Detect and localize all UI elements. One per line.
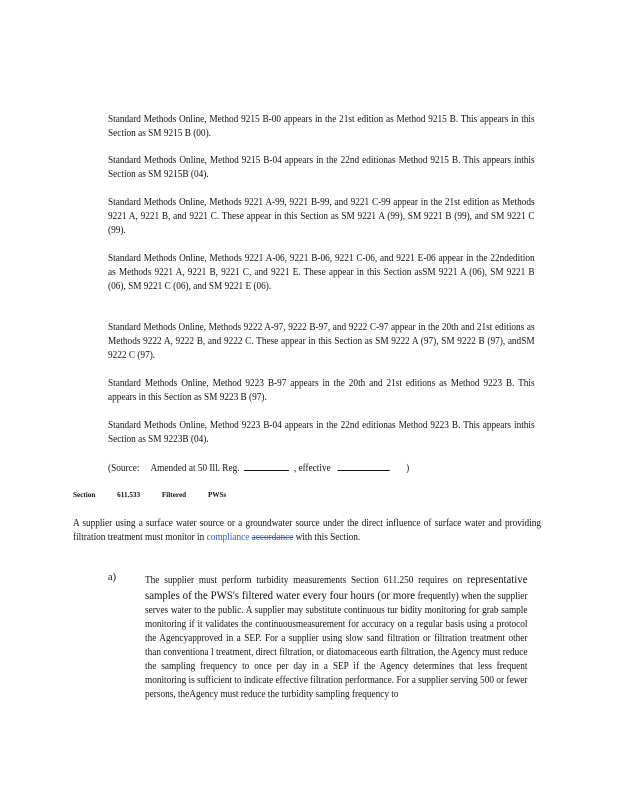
section-title-2: PWSs — [207, 491, 227, 499]
paragraph-sm-9221-06: Standard Methods Online, Methods 9221 A-06, 9221 B-06, 9221 C-06, and 9221 E-06 appear in the 22ndedition as Methods 9221 A, 9221 B, 9221 C, and 9221 E. These appear in this Section asSM 9221 A (06), SM 9221 B (06), SM 9221 C (06), and SM 9221 E (06). — [108, 253, 535, 292]
section-heading — [73, 491, 246, 499]
source-note — [108, 461, 409, 476]
register-blank — [244, 461, 289, 471]
section-number: 611.533 — [117, 491, 141, 499]
subsection-a-part-2: frequently) when the supplier serves water to the public. A supplier may substitute continuous tur bidity monitoring for grab sample monitoring if it validates the continuousmeasurement for accuracy on a regular basis using a protocol the Agencyapproved in a SEP. For a supplier using slow sand filtration or filtration treatment other than conventiona l treatment, direct filtration, or diatomaceous earth filtration, the Agency must reduce the sampling frequency to once per day in a SEP if the Agency determines that less frequent monitoring is sufficient to indicate effective filtration performance. For a supplier serving 500 or fewer persons, theAgency must reduce the turbidity sampling frequency to — [145, 591, 528, 700]
paragraph-sm-9215b-04: Standard Methods Online, Method 9215 B-04 appears in the 22nd editionas Method 9215 B. This appears inthis Section as SM 9215B (04). — [108, 155, 535, 180]
inserted-text: compliance — [206, 532, 250, 543]
section-title-1: Filtered — [161, 491, 187, 499]
paragraph-sm-9215b-00: Standard Methods Online, Method 9215 B-00 appears in the 21st edition as Method 9215 B. This appears in this Section as SM 9215 B (00). — [108, 114, 535, 139]
paragraph-sm-9221-99: Standard Methods Online, Methods 9221 A-99, 9221 B-99, and 9221 C-99 appear in the 21st edition as Methods 9221 A, 9221 B, and 9221 C. These appear in this Section as SM 9221 A (99), SM 9221 B (99), and SM 9221 C (99). — [108, 197, 535, 236]
source-close: ) — [406, 463, 410, 474]
source-open: (Source: — [108, 463, 140, 474]
paragraph-sm-9222-97: Standard Methods Online, Methods 9222 A-97, 9222 B-97, and 9222 C-97 appear in the 20th and 21st editions as Methods 9222 A, 9222 B, and 9222 C. These appear in this Section as SM 9222 A (97), SM 9222 B (97), andSM 9222 C (97). — [108, 322, 535, 361]
source-amended: Amended at 50 Ill. Reg. — [150, 463, 240, 474]
paragraph-sm-9223b-97: Standard Methods Online, Method 9223 B-97 appears in the 20th and 21st editions as Method 9223 B. This appears in this Section as SM 9223 B (97). — [108, 378, 535, 403]
section-label: Section — [73, 491, 96, 499]
intro-text-end: with this Section. — [295, 532, 361, 543]
subsection-a-text — [145, 572, 528, 702]
effective-date-blank — [338, 461, 390, 471]
intro-text: A supplier using a surface water source or a groundwater source under the direct influence of surface water and providing filtration treatment must monitor in — [73, 518, 541, 543]
source-effective: , effective — [293, 463, 331, 474]
subsection-a-label: a) — [108, 572, 116, 583]
subsection-a-part-1: The supplier must perform turbidity measurements Section 611.250 requires on — [145, 575, 463, 586]
subsection-a-part-large: representative samples of the PWS's filtered water every four hours (or more — [145, 572, 528, 602]
paragraph-sm-9223b-04: Standard Methods Online, Method 9223 B-04 appears in the 22nd editionas Method 9223 B. This appears inthis Section as SM 9223B (04). — [108, 420, 535, 445]
section-intro — [73, 517, 541, 545]
deleted-text: accordance — [251, 532, 294, 543]
